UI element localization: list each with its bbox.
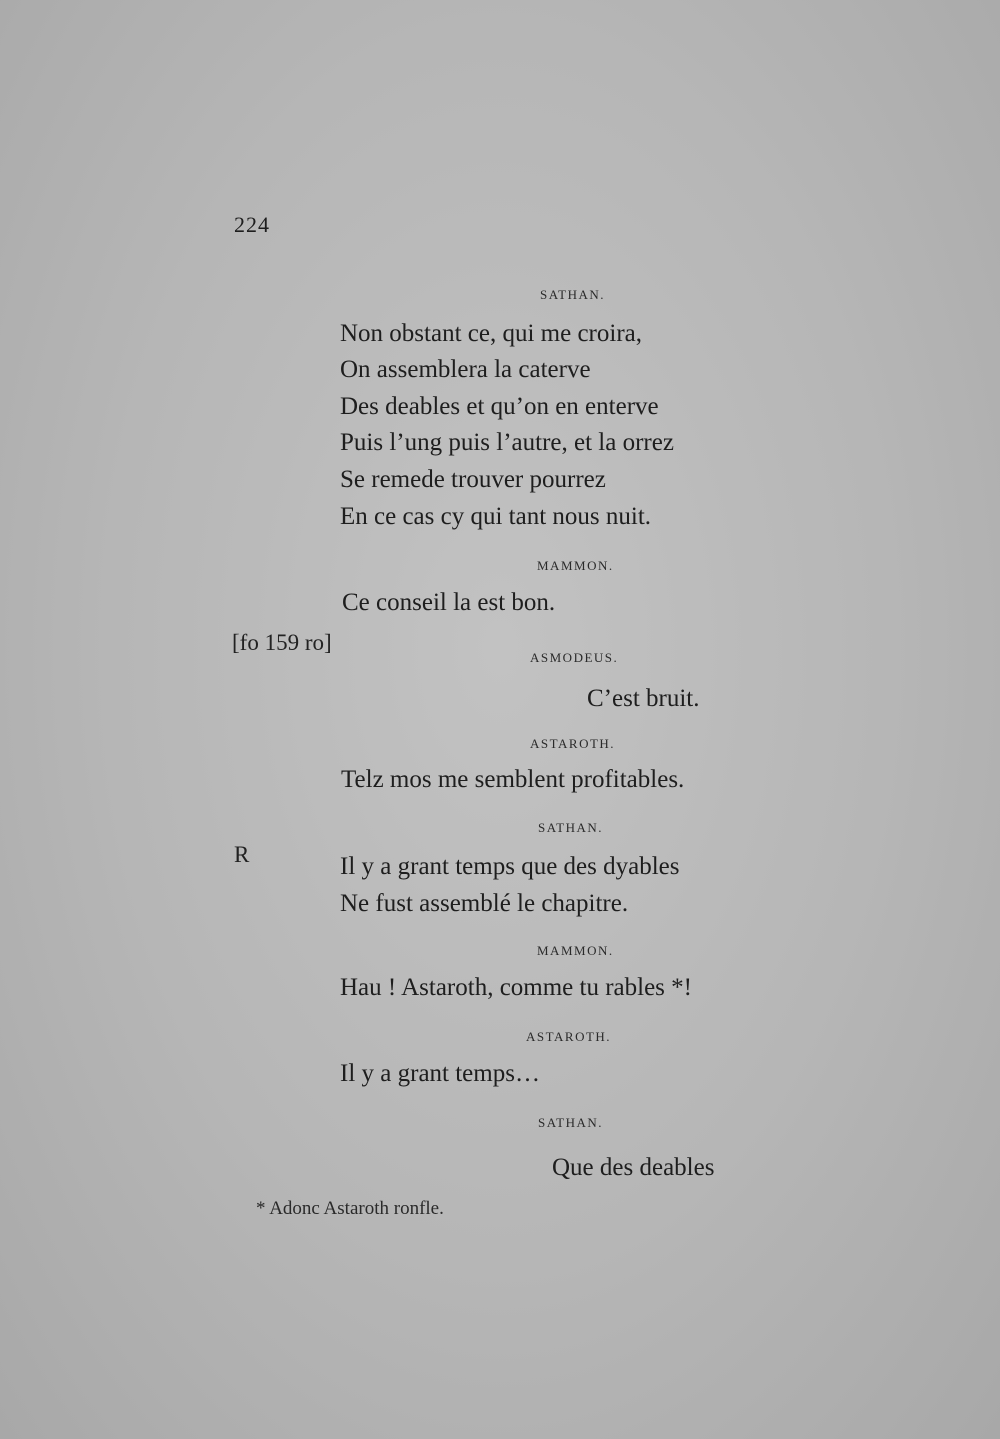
speaker-name: MAMMON. bbox=[537, 558, 614, 573]
folio-reference: [fo 159 ro] bbox=[232, 630, 332, 655]
verse-line: On assemblera la caterve bbox=[340, 356, 591, 383]
verse-line: Ne fust assemblé le chapitre. bbox=[340, 890, 629, 917]
footnote: * Adonc Astaroth ronfle. bbox=[256, 1198, 444, 1219]
speaker-name: MAMMON. bbox=[537, 943, 614, 958]
verse-line: Telz mos me semblent profitables. bbox=[341, 766, 685, 793]
verse-line: Puis l’ung puis l’autre, et la orrez bbox=[340, 429, 674, 456]
speaker-name: SATHAN. bbox=[540, 287, 606, 302]
verse-line: Hau ! Astaroth, comme tu rables *! bbox=[340, 974, 692, 1001]
verse-line: Il y a grant temps… bbox=[340, 1060, 540, 1087]
speaker-name: SATHAN. bbox=[538, 1115, 604, 1130]
verse-line: Que des deables bbox=[552, 1154, 715, 1181]
verse-line: En ce cas cy qui tant nous nuit. bbox=[340, 503, 652, 530]
verse-line: Non obstant ce, qui me croira, bbox=[340, 320, 642, 347]
page-number: 224 bbox=[234, 212, 270, 237]
verse-line: C’est bruit. bbox=[587, 685, 700, 712]
speaker-name: SATHAN. bbox=[538, 820, 604, 835]
speaker-name: ASMODEUS. bbox=[530, 650, 619, 665]
verse-line: Des deables et qu’on en enterve bbox=[340, 393, 659, 420]
verse-line: Il y a grant temps que des dyables bbox=[340, 853, 680, 880]
verse-line: Se remede trouver pourrez bbox=[340, 466, 606, 493]
verse-line: Ce conseil la est bon. bbox=[342, 589, 556, 616]
refrain-mark: R bbox=[234, 842, 250, 867]
speaker-name: ASTAROTH. bbox=[526, 1029, 612, 1044]
speaker-name: ASTAROTH. bbox=[530, 736, 616, 751]
